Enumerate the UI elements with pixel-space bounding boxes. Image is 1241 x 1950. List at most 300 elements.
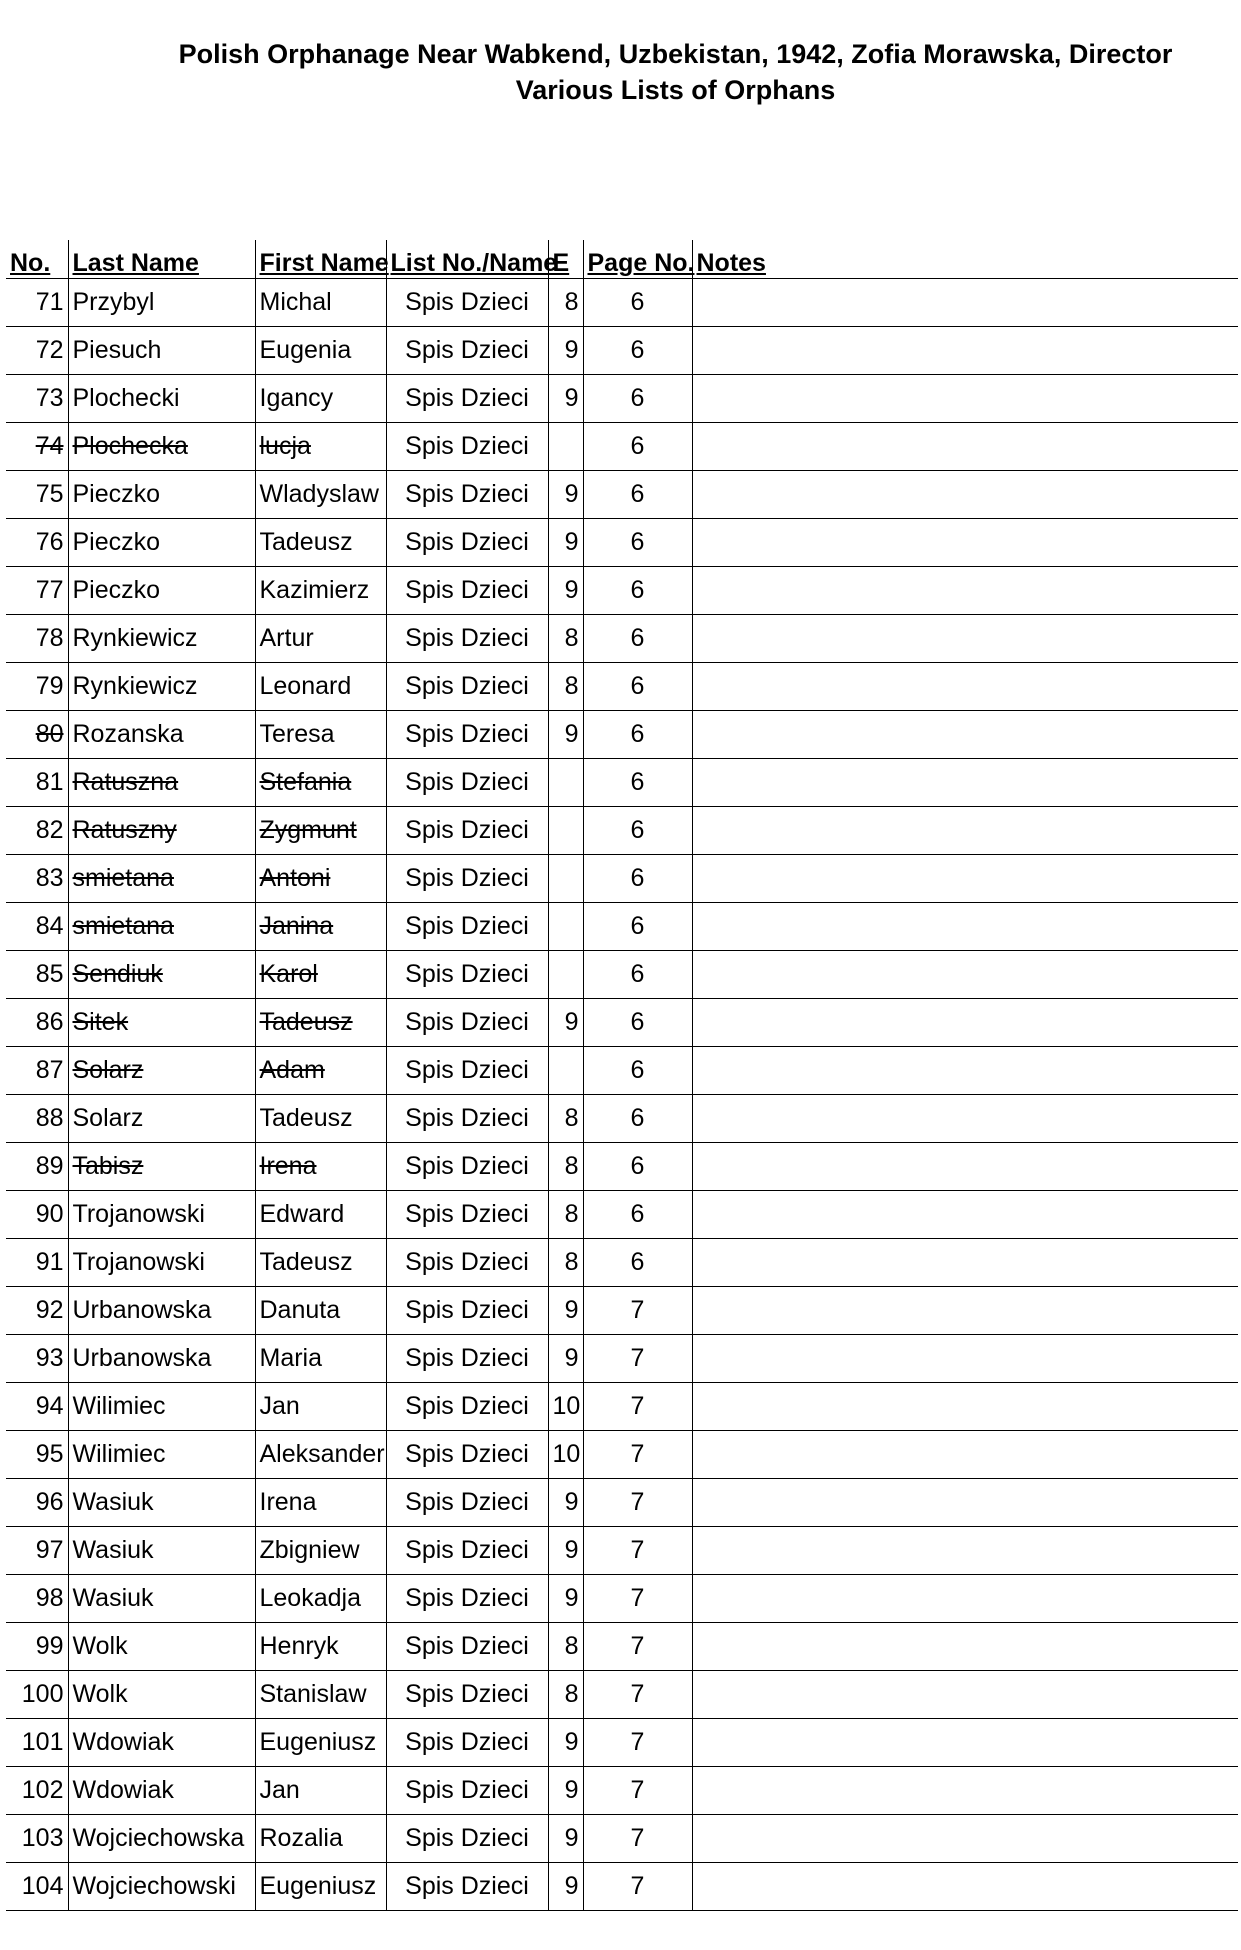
cell-notes <box>692 1095 1238 1143</box>
cell-no-text: 80 <box>35 720 64 748</box>
cell-no: 89 <box>6 1143 68 1191</box>
cell-no: 72 <box>6 327 68 375</box>
cell-no: 81 <box>6 759 68 807</box>
cell-last-name: Rozanska <box>68 711 255 759</box>
cell-last-name <box>68 1143 255 1191</box>
document-title: Polish Orphanage Near Wabkend, Uzbekistan, 1942, Zofia Morawska, Director <box>178 39 1173 69</box>
cell-first-name-text: Karol <box>259 960 318 988</box>
cell-notes <box>692 279 1238 327</box>
table-row <box>6 1623 1238 1671</box>
cell-list-name: Spis Dzieci <box>386 1719 548 1767</box>
cell-last-name-text: smietana <box>72 912 174 940</box>
cell-notes <box>692 1383 1238 1431</box>
cell-page-no: 6 <box>583 759 692 807</box>
cell-first-name: Wladyslaw <box>255 471 386 519</box>
cell-notes <box>692 1287 1238 1335</box>
cell-notes <box>692 1431 1238 1479</box>
cell-no: 95 <box>6 1431 68 1479</box>
cell-page-no: 6 <box>583 1239 692 1287</box>
cell-list-name: Spis Dzieci <box>386 759 548 807</box>
table-row <box>6 855 1238 903</box>
cell-e <box>548 855 583 903</box>
cell-e: 8 <box>548 1239 583 1287</box>
cell-no: 99 <box>6 1623 68 1671</box>
cell-notes <box>692 567 1238 615</box>
cell-first-name: Artur <box>255 615 386 663</box>
table-row <box>6 1719 1238 1767</box>
cell-first-name-text: Adam <box>259 1056 325 1084</box>
table-row <box>6 1287 1238 1335</box>
cell-list-name: Spis Dzieci <box>386 1767 548 1815</box>
cell-e: 9 <box>548 1815 583 1863</box>
cell-list-name: Spis Dzieci <box>386 807 548 855</box>
cell-e <box>548 423 583 471</box>
table-row <box>6 1143 1238 1191</box>
cell-notes <box>692 471 1238 519</box>
cell-no: 102 <box>6 1767 68 1815</box>
cell-last-name-text: Ratuszny <box>72 816 177 844</box>
table-row <box>6 1095 1238 1143</box>
cell-no: 90 <box>6 1191 68 1239</box>
cell-list-name: Spis Dzieci <box>386 1143 548 1191</box>
cell-list-name: Spis Dzieci <box>386 1335 548 1383</box>
cell-last-name: Wasiuk <box>68 1575 255 1623</box>
cell-notes <box>692 615 1238 663</box>
cell-last-name <box>68 999 255 1047</box>
cell-page-no: 6 <box>583 1143 692 1191</box>
cell-no: 96 <box>6 1479 68 1527</box>
cell-last-name: Pieczko <box>68 519 255 567</box>
cell-last-name <box>68 759 255 807</box>
cell-last-name-text: Plochecka <box>72 432 188 460</box>
cell-list-name: Spis Dzieci <box>386 1863 548 1911</box>
cell-last-name: Wdowiak <box>68 1767 255 1815</box>
cell-notes <box>692 903 1238 951</box>
cell-first-name-text: Tadeusz <box>259 1008 353 1036</box>
cell-list-name: Spis Dzieci <box>386 1095 548 1143</box>
cell-first-name: Teresa <box>255 711 386 759</box>
table-row <box>6 1815 1238 1863</box>
cell-page-no: 7 <box>583 1527 692 1575</box>
cell-last-name <box>68 855 255 903</box>
cell-page-no: 7 <box>583 1671 692 1719</box>
cell-page-no: 6 <box>583 471 692 519</box>
cell-page-no: 6 <box>583 567 692 615</box>
cell-no: 76 <box>6 519 68 567</box>
cell-last-name: Urbanowska <box>68 1335 255 1383</box>
cell-first-name: Leokadja <box>255 1575 386 1623</box>
document-subtitle: Various Lists of Orphans <box>515 75 836 105</box>
cell-first-name <box>255 759 386 807</box>
cell-notes <box>692 1623 1238 1671</box>
cell-no <box>6 711 68 759</box>
cell-e: 8 <box>548 663 583 711</box>
cell-list-name: Spis Dzieci <box>386 423 548 471</box>
cell-e: 9 <box>548 999 583 1047</box>
cell-no: 71 <box>6 279 68 327</box>
cell-notes <box>692 1671 1238 1719</box>
cell-list-name: Spis Dzieci <box>386 1671 548 1719</box>
cell-notes <box>692 807 1238 855</box>
column-header-list-name: List No./Name <box>386 240 548 279</box>
cell-e: 9 <box>548 567 583 615</box>
cell-list-name: Spis Dzieci <box>386 1191 548 1239</box>
cell-last-name: Wojciechowski <box>68 1863 255 1911</box>
cell-first-name-text: Zygmunt <box>259 816 357 844</box>
table-row <box>6 615 1238 663</box>
cell-e: 9 <box>548 1575 583 1623</box>
cell-last-name-text: Sitek <box>72 1008 129 1036</box>
cell-last-name-text: Sendiuk <box>72 960 163 988</box>
cell-e: 8 <box>548 1143 583 1191</box>
cell-no: 78 <box>6 615 68 663</box>
cell-first-name: Tadeusz <box>255 519 386 567</box>
table-row <box>6 951 1238 999</box>
cell-last-name <box>68 807 255 855</box>
cell-e <box>548 1047 583 1095</box>
cell-no: 104 <box>6 1863 68 1911</box>
cell-first-name <box>255 1143 386 1191</box>
cell-notes <box>692 1719 1238 1767</box>
cell-no: 87 <box>6 1047 68 1095</box>
cell-last-name-text: Ratuszna <box>72 768 179 796</box>
column-header-notes: Notes <box>692 240 1238 279</box>
cell-first-name: Eugeniusz <box>255 1719 386 1767</box>
table-row <box>6 1527 1238 1575</box>
cell-page-no: 6 <box>583 375 692 423</box>
cell-page-no: 6 <box>583 1047 692 1095</box>
cell-page-no: 6 <box>583 999 692 1047</box>
cell-e: 9 <box>548 1335 583 1383</box>
cell-e: 9 <box>548 375 583 423</box>
cell-first-name: Leonard <box>255 663 386 711</box>
cell-no: 75 <box>6 471 68 519</box>
cell-notes <box>692 999 1238 1047</box>
cell-list-name: Spis Dzieci <box>386 471 548 519</box>
cell-no: 85 <box>6 951 68 999</box>
cell-list-name: Spis Dzieci <box>386 327 548 375</box>
cell-last-name <box>68 1047 255 1095</box>
cell-no: 98 <box>6 1575 68 1623</box>
cell-first-name: Jan <box>255 1767 386 1815</box>
cell-page-no: 6 <box>583 327 692 375</box>
cell-last-name: Wolk <box>68 1623 255 1671</box>
cell-notes <box>692 1047 1238 1095</box>
cell-last-name: Rynkiewicz <box>68 615 255 663</box>
cell-list-name: Spis Dzieci <box>386 1431 548 1479</box>
cell-notes <box>692 951 1238 999</box>
table-row <box>6 327 1238 375</box>
cell-list-name: Spis Dzieci <box>386 519 548 567</box>
table-row <box>6 1863 1238 1911</box>
cell-first-name-text: lucja <box>259 432 311 460</box>
cell-page-no: 6 <box>583 615 692 663</box>
cell-first-name: Edward <box>255 1191 386 1239</box>
cell-notes <box>692 1815 1238 1863</box>
cell-list-name: Spis Dzieci <box>386 567 548 615</box>
cell-last-name: Wasiuk <box>68 1479 255 1527</box>
cell-last-name: Piesuch <box>68 327 255 375</box>
table-row <box>6 807 1238 855</box>
cell-first-name: Danuta <box>255 1287 386 1335</box>
cell-last-name-text: Solarz <box>72 1056 144 1084</box>
cell-e <box>548 951 583 999</box>
cell-last-name <box>68 903 255 951</box>
table-row <box>6 471 1238 519</box>
cell-notes <box>692 327 1238 375</box>
cell-first-name: Kazimierz <box>255 567 386 615</box>
cell-notes <box>692 1143 1238 1191</box>
table-row <box>6 423 1238 471</box>
cell-first-name <box>255 1047 386 1095</box>
cell-first-name: Maria <box>255 1335 386 1383</box>
cell-no: 94 <box>6 1383 68 1431</box>
cell-notes <box>692 1335 1238 1383</box>
cell-first-name <box>255 951 386 999</box>
cell-e <box>548 807 583 855</box>
cell-first-name <box>255 423 386 471</box>
cell-first-name: Jan <box>255 1383 386 1431</box>
table-row <box>6 1335 1238 1383</box>
cell-no-text: 74 <box>35 432 64 460</box>
cell-last-name: Wdowiak <box>68 1719 255 1767</box>
cell-last-name-text: Tabisz <box>72 1152 144 1180</box>
cell-page-no: 7 <box>583 1383 692 1431</box>
column-header-no: No. <box>6 240 68 279</box>
cell-last-name: Plochecki <box>68 375 255 423</box>
cell-first-name: Eugenia <box>255 327 386 375</box>
cell-notes <box>692 1239 1238 1287</box>
cell-first-name <box>255 903 386 951</box>
cell-first-name: Igancy <box>255 375 386 423</box>
cell-notes <box>692 1767 1238 1815</box>
cell-e <box>548 759 583 807</box>
cell-list-name: Spis Dzieci <box>386 951 548 999</box>
table-row <box>6 903 1238 951</box>
cell-page-no: 6 <box>583 279 692 327</box>
cell-page-no: 6 <box>583 663 692 711</box>
table-body <box>6 279 1238 1911</box>
table-row <box>6 1047 1238 1095</box>
cell-last-name: Rynkiewicz <box>68 663 255 711</box>
cell-e: 9 <box>548 1719 583 1767</box>
cell-last-name: Wolk <box>68 1671 255 1719</box>
cell-last-name: Pieczko <box>68 567 255 615</box>
cell-no: 103 <box>6 1815 68 1863</box>
cell-last-name: Pieczko <box>68 471 255 519</box>
table-row <box>6 663 1238 711</box>
cell-e: 9 <box>548 327 583 375</box>
cell-list-name: Spis Dzieci <box>386 1287 548 1335</box>
cell-no: 92 <box>6 1287 68 1335</box>
column-header-first-name: First Name <box>255 240 386 279</box>
cell-page-no: 7 <box>583 1335 692 1383</box>
cell-e: 8 <box>548 1191 583 1239</box>
cell-list-name: Spis Dzieci <box>386 375 548 423</box>
cell-no <box>6 423 68 471</box>
cell-notes <box>692 519 1238 567</box>
cell-list-name: Spis Dzieci <box>386 663 548 711</box>
cell-notes <box>692 711 1238 759</box>
cell-page-no: 7 <box>583 1575 692 1623</box>
cell-no: 91 <box>6 1239 68 1287</box>
orphans-table <box>6 240 1238 1911</box>
table-row <box>6 1479 1238 1527</box>
table-row <box>6 1767 1238 1815</box>
cell-page-no: 6 <box>583 951 692 999</box>
cell-list-name: Spis Dzieci <box>386 279 548 327</box>
cell-page-no: 6 <box>583 711 692 759</box>
cell-e: 8 <box>548 1671 583 1719</box>
cell-first-name-text: Antoni <box>259 864 331 892</box>
cell-e: 10 <box>548 1431 583 1479</box>
cell-list-name: Spis Dzieci <box>386 855 548 903</box>
cell-notes <box>692 663 1238 711</box>
table-row <box>6 1191 1238 1239</box>
cell-list-name: Spis Dzieci <box>386 1239 548 1287</box>
cell-e: 9 <box>548 1863 583 1911</box>
cell-first-name: Rozalia <box>255 1815 386 1863</box>
cell-last-name: Trojanowski <box>68 1191 255 1239</box>
cell-page-no: 7 <box>583 1815 692 1863</box>
cell-first-name: Eugeniusz <box>255 1863 386 1911</box>
cell-last-name: Wojciechowska <box>68 1815 255 1863</box>
cell-page-no: 7 <box>583 1623 692 1671</box>
table-row <box>6 567 1238 615</box>
cell-last-name: Wasiuk <box>68 1527 255 1575</box>
cell-last-name <box>68 951 255 999</box>
cell-page-no: 6 <box>583 855 692 903</box>
table-row <box>6 1671 1238 1719</box>
cell-e: 9 <box>548 1527 583 1575</box>
cell-page-no: 6 <box>583 1095 692 1143</box>
column-header-e: E <box>548 240 583 279</box>
cell-list-name: Spis Dzieci <box>386 1383 548 1431</box>
cell-list-name: Spis Dzieci <box>386 1575 548 1623</box>
cell-list-name: Spis Dzieci <box>386 999 548 1047</box>
cell-last-name: Trojanowski <box>68 1239 255 1287</box>
cell-page-no: 7 <box>583 1719 692 1767</box>
cell-e: 9 <box>548 1287 583 1335</box>
table-header-row <box>6 240 1238 279</box>
cell-list-name: Spis Dzieci <box>386 1479 548 1527</box>
cell-list-name: Spis Dzieci <box>386 711 548 759</box>
cell-first-name: Aleksander <box>255 1431 386 1479</box>
cell-first-name: Tadeusz <box>255 1239 386 1287</box>
cell-last-name: Wilimiec <box>68 1383 255 1431</box>
table-row <box>6 711 1238 759</box>
cell-first-name: Zbigniew <box>255 1527 386 1575</box>
table-row <box>6 759 1238 807</box>
cell-notes <box>692 1479 1238 1527</box>
cell-page-no: 6 <box>583 423 692 471</box>
cell-last-name <box>68 423 255 471</box>
cell-first-name <box>255 999 386 1047</box>
cell-no: 88 <box>6 1095 68 1143</box>
cell-notes <box>692 759 1238 807</box>
cell-notes <box>692 375 1238 423</box>
cell-e: 9 <box>548 1767 583 1815</box>
cell-first-name: Michal <box>255 279 386 327</box>
cell-e: 8 <box>548 1623 583 1671</box>
cell-list-name: Spis Dzieci <box>386 615 548 663</box>
cell-list-name: Spis Dzieci <box>386 903 548 951</box>
table-row <box>6 1239 1238 1287</box>
cell-last-name: Urbanowska <box>68 1287 255 1335</box>
cell-no: 82 <box>6 807 68 855</box>
cell-last-name: Solarz <box>68 1095 255 1143</box>
table-row <box>6 1383 1238 1431</box>
cell-e: 9 <box>548 519 583 567</box>
cell-e: 10 <box>548 1383 583 1431</box>
cell-notes <box>692 1575 1238 1623</box>
cell-page-no: 7 <box>583 1767 692 1815</box>
cell-no: 86 <box>6 999 68 1047</box>
cell-e: 9 <box>548 471 583 519</box>
cell-first-name: Stanislaw <box>255 1671 386 1719</box>
cell-no: 100 <box>6 1671 68 1719</box>
cell-first-name-text: Stefania <box>259 768 352 796</box>
cell-e: 9 <box>548 1479 583 1527</box>
cell-list-name: Spis Dzieci <box>386 1815 548 1863</box>
cell-no: 77 <box>6 567 68 615</box>
cell-page-no: 7 <box>583 1287 692 1335</box>
cell-last-name: Przybyl <box>68 279 255 327</box>
cell-notes <box>692 1527 1238 1575</box>
table-row <box>6 375 1238 423</box>
cell-list-name: Spis Dzieci <box>386 1623 548 1671</box>
cell-notes <box>692 855 1238 903</box>
cell-last-name-text: smietana <box>72 864 174 892</box>
cell-page-no: 7 <box>583 1863 692 1911</box>
table-row <box>6 1431 1238 1479</box>
cell-page-no: 6 <box>583 903 692 951</box>
cell-page-no: 6 <box>583 1191 692 1239</box>
cell-last-name: Wilimiec <box>68 1431 255 1479</box>
cell-no: 93 <box>6 1335 68 1383</box>
cell-notes <box>692 1191 1238 1239</box>
cell-first-name-text: Janina <box>259 912 334 940</box>
cell-no: 97 <box>6 1527 68 1575</box>
cell-e: 9 <box>548 711 583 759</box>
cell-first-name: Henryk <box>255 1623 386 1671</box>
cell-no: 101 <box>6 1719 68 1767</box>
cell-first-name-text: Irena <box>259 1152 317 1180</box>
column-header-last-name: Last Name <box>68 240 255 279</box>
cell-notes <box>692 423 1238 471</box>
cell-list-name: Spis Dzieci <box>386 1527 548 1575</box>
cell-notes <box>692 1863 1238 1911</box>
cell-no: 79 <box>6 663 68 711</box>
column-header-page-no: Page No. <box>583 240 692 279</box>
table-row <box>6 279 1238 327</box>
cell-no: 83 <box>6 855 68 903</box>
table-row <box>6 999 1238 1047</box>
cell-e: 8 <box>548 1095 583 1143</box>
cell-first-name <box>255 807 386 855</box>
cell-no: 73 <box>6 375 68 423</box>
table-row <box>6 1575 1238 1623</box>
cell-no: 84 <box>6 903 68 951</box>
cell-first-name: Irena <box>255 1479 386 1527</box>
cell-page-no: 6 <box>583 519 692 567</box>
cell-page-no: 7 <box>583 1479 692 1527</box>
cell-page-no: 6 <box>583 807 692 855</box>
cell-page-no: 7 <box>583 1431 692 1479</box>
cell-e: 8 <box>548 279 583 327</box>
cell-e: 8 <box>548 615 583 663</box>
cell-first-name: Tadeusz <box>255 1095 386 1143</box>
